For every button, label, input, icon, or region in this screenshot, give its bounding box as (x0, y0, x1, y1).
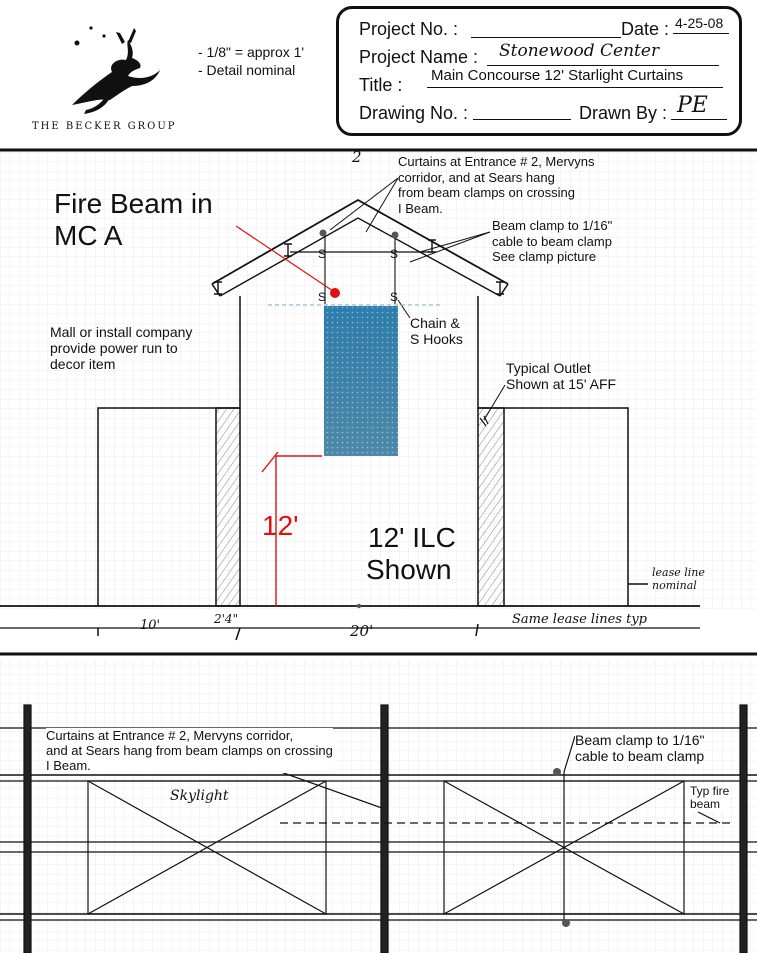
curtains-note-line: from beam clamps on crossing (398, 185, 576, 200)
outlet-note (506, 360, 616, 392)
beam-clamp-pin-left (320, 230, 327, 237)
title-label: Title : (359, 75, 403, 95)
s-hook-label: S (318, 290, 327, 304)
plan-clamp-bottom (562, 919, 570, 927)
drawn-by-value: PE (677, 93, 708, 118)
height-label: 12' (262, 510, 299, 541)
date-underline (673, 33, 729, 34)
power-note-line: decor item (50, 356, 116, 372)
drawing-no-label: Drawing No. : (359, 103, 469, 123)
project-no-label: Project No. : (359, 19, 459, 39)
s-hook-label: S (390, 290, 399, 304)
fire-beam-title-1: Fire Beam in (54, 188, 213, 219)
fire-beam-note (690, 785, 729, 811)
chain-note-line: S Hooks (410, 331, 463, 347)
curtains-note (398, 154, 595, 216)
date-value: 4-25-08 (675, 15, 724, 31)
chain-note (410, 315, 463, 347)
company-name: THE BECKER GROUP (32, 121, 177, 132)
fire-beam-note-line: Typ fire (690, 784, 730, 798)
dim-left: 10' (140, 618, 161, 633)
lease-line-note-line: nominal (652, 579, 697, 592)
plan-beam-clamp-note-line: Beam clamp to 1/16" (575, 732, 705, 748)
power-note-line: provide power run to (50, 340, 178, 356)
project-no-field (471, 37, 621, 38)
power-note-line: Mall or install company (50, 324, 193, 340)
title-value: Main Concourse 12' Starlight Curtains (431, 67, 684, 84)
scale-note: - 1/8" = approx 1' (198, 44, 305, 60)
plan-curtains-note-line: Curtains at Entrance # 2, Mervyns corridor, (46, 728, 294, 743)
deer-logo (72, 26, 160, 114)
starlight-curtain (324, 306, 398, 456)
chain-note-line: Chain & (410, 315, 460, 331)
fire-beam-note-line: beam (690, 797, 721, 811)
fire-beam-dot (330, 288, 340, 298)
skylight-label: Skylight (170, 788, 229, 804)
plan-curtains-note-line: I Beam. (46, 758, 91, 773)
curtains-note-line: corridor, and at Sears hang (398, 169, 555, 185)
plan-curtains-note (46, 728, 333, 773)
dim-center: 20' (350, 622, 374, 640)
date-label: Date : (621, 19, 670, 39)
plan-curtains-note-line: and at Sears hang from beam clamps on crossing (46, 743, 333, 758)
title-underline (427, 87, 723, 88)
center-pin (357, 604, 361, 608)
plan-beam-clamp-note-line: cable to beam clamp (575, 748, 705, 764)
curtains-note-line: Curtains at Entrance # 2, Mervyns (398, 154, 595, 169)
ilc-title-2: Shown (366, 554, 452, 585)
detail-note: - Detail nominal (198, 62, 296, 78)
outlet-note-line: Typical Outlet (506, 360, 591, 376)
drawing-no-field (473, 119, 571, 120)
project-name-value: Stonewood Center (499, 41, 660, 61)
power-note (50, 324, 192, 372)
lease-line-note-line: lease line (652, 566, 705, 579)
fire-beam-title-2: MC A (54, 220, 123, 251)
drawn-by-underline (671, 119, 727, 120)
drawn-by-label: Drawn By : (579, 103, 668, 123)
s-hook-label: S (390, 247, 399, 261)
beam-clamp-note (492, 218, 612, 265)
curtains-note-line: I Beam. (398, 200, 443, 216)
plan-beam-clamp-note (575, 732, 704, 764)
beam-clamp-pin-right (392, 232, 399, 239)
same-lease-note: Same lease lines typ (512, 612, 647, 627)
beam-clamp-note-line: Beam clamp to 1/16" (492, 218, 613, 233)
plan-clamp-top (553, 768, 561, 776)
s-hook-label: S (318, 247, 327, 261)
outlet-note-line: Shown at 15' AFF (506, 376, 617, 392)
project-name-label: Project Name : (359, 47, 479, 67)
ilc-title-1: 12' ILC (368, 522, 456, 553)
lease-line-note (652, 566, 705, 592)
dim-pier: 2'4" (214, 612, 239, 626)
project-name-underline (487, 65, 719, 66)
beam-clamp-note-line: cable to beam clamp (492, 233, 612, 249)
beam-clamp-note-line: See clamp picture (492, 249, 597, 264)
title-block (336, 6, 742, 136)
beam-mark: 2 (352, 148, 362, 166)
